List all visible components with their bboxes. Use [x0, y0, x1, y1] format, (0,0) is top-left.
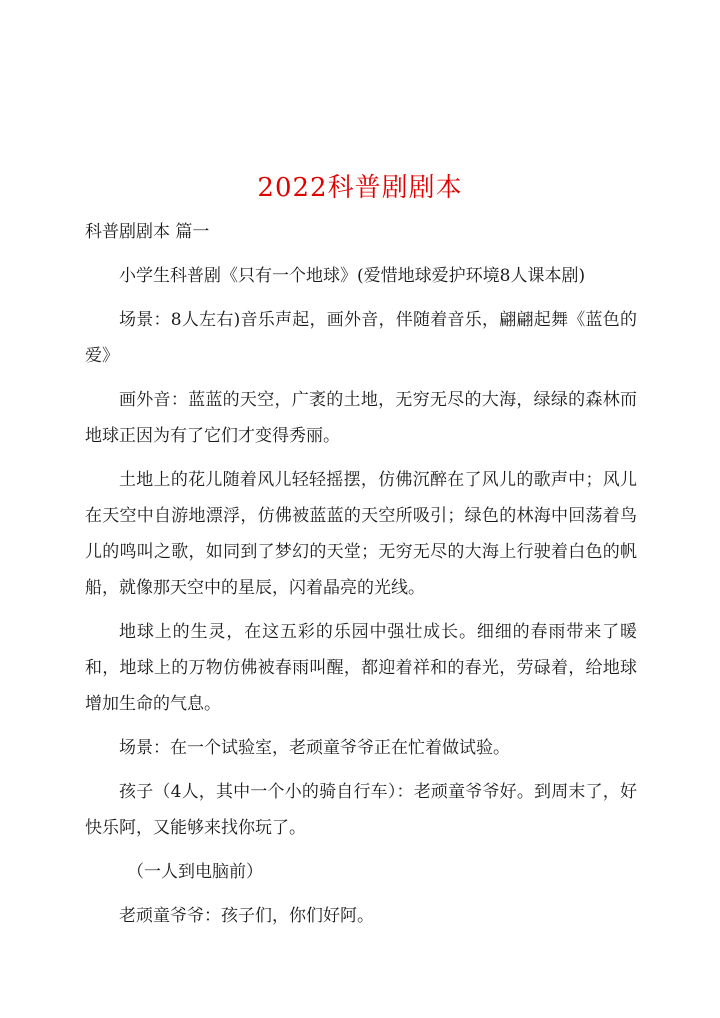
paragraph: 孩子（4人，其中一个小的骑自行车）：老顽童爷爷好。到周末了，好快乐阿，又能够来找你玩了。 — [85, 782, 637, 838]
paragraph: 地球上的生灵，在这五彩的乐园中强壮成长。细细的春雨带来了暖和，地球上的万物仿佛被春雨叫醒，都迎着祥和的春光，劳碌着，给地球增加生命的气息。 — [85, 622, 637, 714]
paragraph: 土地上的花儿随着风儿轻轻摇摆，仿佛沉醉在了风儿的歌声中；风儿在天空中自游地漂浮，仿佛被蓝蓝的天空所吸引；绿色的林海中回荡着鸟儿的鸣叫之歌，如同到了梦幻的天堂；无穷无尽的大海上行驶着白色的帆船，就像那天空中的星辰，闪着晶亮的光线。 — [85, 470, 637, 598]
paragraph: 场景：8人左右)音乐声起，画外音，伴随着音乐，翩翩起舞《蓝色的爱》 — [85, 310, 637, 366]
section-heading: 科普剧剧本 篇一 — [85, 222, 210, 242]
document-body — [85, 214, 637, 942]
document-title: 2022科普剧剧本 — [257, 173, 463, 204]
paragraph: 老顽童爷爷：孩子们，你们好阿。 — [119, 906, 374, 926]
paragraph: 场景：在一个试验室，老顽童爷爷正在忙着做试验。 — [119, 738, 510, 758]
paragraph: （一人到电脑前） — [127, 862, 263, 882]
paragraph: 小学生科普剧《只有一个地球》(爱惜地球爱护环境8人课本剧) — [119, 266, 586, 286]
paragraph: 画外音：蓝蓝的天空，广袤的土地，无穷无尽的大海，绿绿的森林而地球正因为有了它们才变得秀丽。 — [85, 390, 637, 446]
